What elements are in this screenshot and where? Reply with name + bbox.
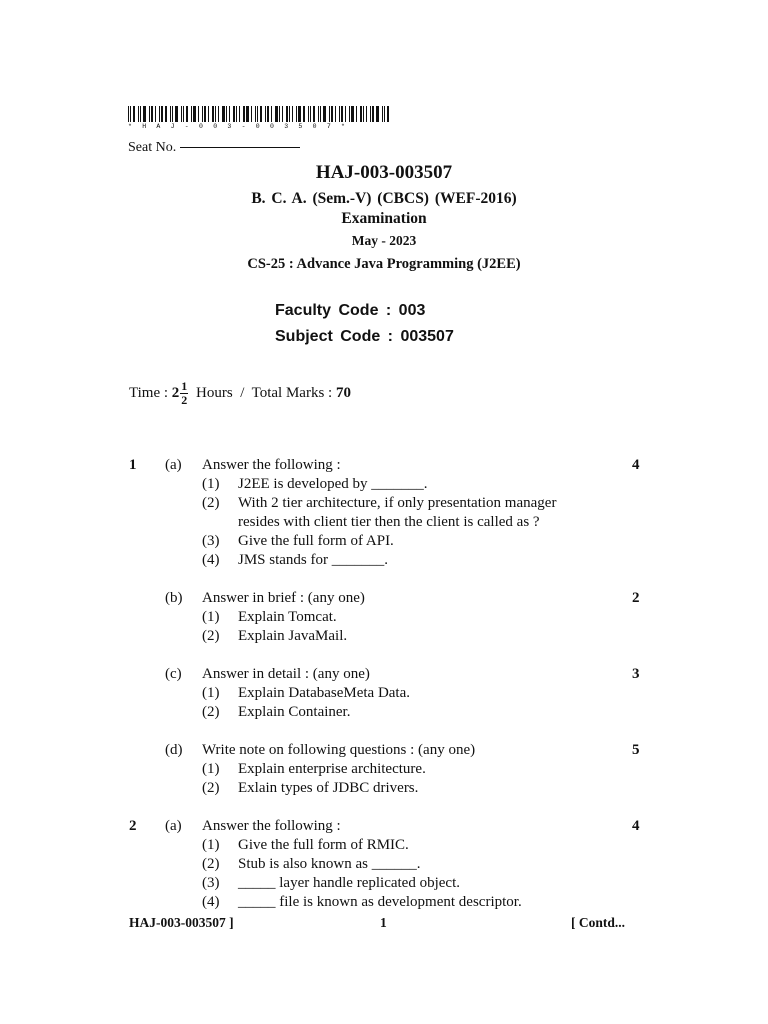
q2a-label: (a) — [165, 818, 182, 834]
q1a-item-text: Give the full form of API. — [238, 533, 394, 549]
paper-code: HAJ-003-003507 — [315, 162, 453, 183]
q1d-item-num: (2) — [202, 780, 220, 796]
subject-title: CS-25 : Advance Java Programming (J2EE) — [247, 256, 521, 272]
footer-page-number: 1 — [380, 915, 387, 930]
q1b-item-text: Explain JavaMail. — [238, 628, 348, 644]
faculty-code: Faculty Code : 003 — [275, 302, 426, 319]
exam-date: May - 2023 — [351, 233, 417, 248]
course-title: B. C. A. (Sem.-V) (CBCS) (WEF-2016) — [251, 190, 517, 207]
q2a-item-num: (1) — [202, 837, 220, 853]
q1c-item-text: Explain DatabaseMeta Data. — [238, 685, 411, 701]
q2a-item-num: (4) — [202, 894, 220, 910]
q2-number: 2 — [129, 818, 137, 834]
q1a-marks: 4 — [632, 457, 640, 473]
q1d-item-text: Explain enterprise architecture. — [238, 761, 426, 777]
q1c-label: (c) — [165, 666, 182, 682]
q1b-item-num: (2) — [202, 628, 220, 644]
q1d-marks: 5 — [632, 742, 640, 758]
q1b-marks: 2 — [632, 590, 640, 606]
q1a-item-text: JMS stands for _______. — [238, 552, 389, 568]
q2a-item-text: _____ layer handle replicated object. — [238, 875, 460, 891]
q1a-item-text: resides with client tier then the client is called as ? — [238, 514, 540, 530]
q1b-item-num: (1) — [202, 609, 220, 625]
q1b-item-text: Explain Tomcat. — [238, 609, 337, 625]
q1d-item-num: (1) — [202, 761, 220, 777]
q1c-marks: 3 — [632, 666, 640, 682]
time-numerator: 1 — [181, 379, 188, 393]
q1b-text: Answer in brief : (any one) — [202, 590, 365, 606]
q1b-label: (b) — [165, 590, 183, 606]
q2a-item-num: (2) — [202, 856, 220, 872]
q1a-item-text: J2EE is developed by _______. — [238, 476, 428, 492]
q1-number: 1 — [129, 457, 137, 473]
barcode-bars — [128, 106, 392, 122]
time-fraction — [180, 380, 188, 407]
seat-blank — [180, 147, 300, 148]
footer-code: HAJ-003-003507 ] — [129, 915, 234, 930]
q2a-item-text: Stub is also known as ______. — [238, 856, 421, 872]
q1c-item-text: Explain Container. — [238, 704, 351, 720]
q1d-item-text: Exlain types of JDBC drivers. — [238, 780, 419, 796]
subject-code: Subject Code : 003507 — [275, 328, 454, 345]
seat-label: Seat No. — [128, 140, 177, 155]
q2a-item-text: _____ file is known as development descriptor. — [238, 894, 522, 910]
barcode — [128, 106, 392, 130]
q1a-label: (a) — [165, 457, 182, 473]
q1d-text: Write note on following questions : (any one) — [202, 742, 476, 758]
time-label: Time : — [129, 385, 169, 401]
q1a-item-num: (4) — [202, 552, 220, 568]
footer-contd: [ Contd... — [571, 915, 626, 930]
q1a-item-text: With 2 tier architecture, if only presentation manager — [238, 495, 557, 511]
q1a-item-num: (1) — [202, 476, 220, 492]
barcode-text: * H A J - 0 0 3 - 0 0 3 5 0 7 * — [128, 123, 349, 130]
q1c-text: Answer in detail : (any one) — [202, 666, 370, 682]
total-marks: 70 — [335, 385, 351, 401]
time-marks-line — [129, 380, 351, 407]
q1a-text: Answer the following : — [202, 457, 341, 473]
q2a-text: Answer the following : — [202, 818, 341, 834]
exam-title: Examination — [341, 210, 427, 227]
q2a-marks: 4 — [632, 818, 640, 834]
hours-text: Hours / Total Marks : — [192, 385, 336, 401]
q1a-item-num: (3) — [202, 533, 220, 549]
q1c-item-num: (1) — [202, 685, 220, 701]
time-whole: 2 — [171, 385, 180, 401]
q1a-item-num: (2) — [202, 495, 220, 511]
q1c-item-num: (2) — [202, 704, 220, 720]
q1d-label: (d) — [165, 742, 183, 758]
q2a-item-text: Give the full form of RMIC. — [238, 837, 409, 853]
time-denominator: 2 — [181, 393, 188, 407]
seat-number — [128, 140, 300, 156]
q2a-item-num: (3) — [202, 875, 220, 891]
